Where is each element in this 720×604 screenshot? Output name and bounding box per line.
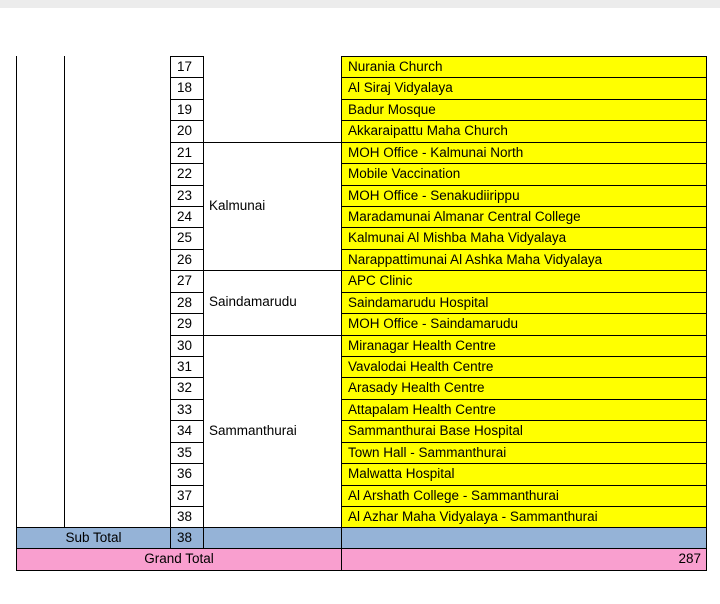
row-number: 25 bbox=[177, 230, 193, 246]
grid-line bbox=[341, 56, 342, 571]
grid-line bbox=[170, 485, 204, 486]
vaccination-site-cell: Mobile Vaccination bbox=[342, 163, 706, 184]
row-number: 28 bbox=[177, 294, 193, 310]
row-number: 21 bbox=[177, 144, 193, 160]
vaccination-site-cell: MOH Office - Kalmunai North bbox=[342, 142, 706, 163]
row-number: 31 bbox=[177, 359, 193, 375]
grid-line bbox=[170, 206, 204, 207]
grid-line bbox=[341, 313, 707, 314]
grid-line bbox=[341, 356, 707, 357]
grid-line bbox=[341, 163, 707, 164]
grid-line bbox=[341, 442, 707, 443]
area-name-cell: Sammanthurai bbox=[209, 423, 297, 438]
row-number: 33 bbox=[177, 401, 193, 417]
row-number: 22 bbox=[177, 166, 193, 182]
row-number: 29 bbox=[177, 316, 193, 332]
grid-line bbox=[16, 570, 707, 571]
vaccination-site-cell: Vavalodai Health Centre bbox=[342, 356, 706, 377]
row-number: 20 bbox=[177, 123, 193, 139]
grid-line bbox=[64, 56, 65, 528]
grid-line bbox=[706, 56, 707, 571]
vaccination-site-cell: Arasady Health Centre bbox=[342, 377, 706, 398]
grid-line bbox=[341, 485, 707, 486]
vaccination-site-cell: Maradamunai Almanar Central College bbox=[342, 206, 706, 227]
vaccination-site-cell: Attapalam Health Centre bbox=[342, 399, 706, 420]
vaccination-site-cell: Sammanthurai Base Hospital bbox=[342, 420, 706, 441]
grid-line bbox=[170, 249, 204, 250]
row-number: 24 bbox=[177, 209, 193, 224]
area-name-cell bbox=[204, 56, 341, 142]
sub-total-value: 38 bbox=[177, 530, 193, 546]
grid-line bbox=[203, 335, 342, 336]
grid-line bbox=[170, 420, 204, 421]
grid-line bbox=[341, 463, 707, 464]
vaccination-site-cell: Saindamarudu Hospital bbox=[342, 292, 706, 313]
grid-line bbox=[170, 77, 204, 78]
vaccination-site-cell: Al Arshath College - Sammanthurai bbox=[342, 485, 706, 506]
vaccination-site-cell: Al Siraj Vidyalaya bbox=[342, 77, 706, 98]
grid-line bbox=[341, 227, 707, 228]
grid-line bbox=[170, 56, 171, 549]
grid-line bbox=[170, 463, 204, 464]
grid-line bbox=[341, 249, 707, 250]
area-name-cell: Saindamarudu bbox=[209, 294, 297, 310]
vaccination-site-cell: Kalmunai Al Mishba Maha Vidyalaya bbox=[342, 227, 706, 248]
row-number: 38 bbox=[177, 509, 193, 525]
vaccination-site-cell: APC Clinic bbox=[342, 270, 706, 291]
grid-line bbox=[203, 56, 204, 549]
grid-line bbox=[341, 56, 707, 57]
grid-line bbox=[341, 77, 707, 78]
grid-line bbox=[16, 56, 17, 571]
sub-total-label: Sub Total bbox=[65, 530, 122, 546]
grid-line bbox=[170, 99, 204, 100]
grid-line bbox=[170, 335, 204, 336]
grid-line bbox=[16, 527, 707, 528]
grid-line bbox=[170, 185, 204, 186]
grid-line bbox=[170, 506, 204, 507]
grand-total-label: Grand Total bbox=[144, 551, 214, 567]
grid-line bbox=[170, 442, 204, 443]
grid-line bbox=[341, 270, 707, 271]
grid-line bbox=[170, 56, 204, 57]
vaccination-site-cell: Al Azhar Maha Vidyalaya - Sammanthurai bbox=[342, 506, 706, 527]
grid-line bbox=[341, 506, 707, 507]
vaccination-site-cell: Town Hall - Sammanthurai bbox=[342, 442, 706, 463]
row-number: 35 bbox=[177, 444, 193, 460]
row-number: 36 bbox=[177, 466, 193, 482]
grid-line bbox=[341, 335, 707, 336]
vaccination-site-cell: Narappattimunai Al Ashka Maha Vidyalaya bbox=[342, 249, 706, 270]
vaccination-site-cell: Miranagar Health Centre bbox=[342, 335, 706, 356]
grand-total-value: 287 bbox=[678, 551, 701, 567]
grid-line bbox=[341, 142, 707, 143]
grid-line bbox=[341, 120, 707, 121]
row-number: 23 bbox=[177, 187, 193, 203]
grid-line bbox=[341, 377, 707, 378]
grid-line bbox=[203, 270, 342, 271]
row-number: 34 bbox=[177, 423, 193, 439]
grid-line bbox=[170, 292, 204, 293]
row-number: 26 bbox=[177, 251, 193, 267]
row-number: 18 bbox=[177, 80, 193, 96]
vaccination-site-cell: Akkaraipattu Maha Church bbox=[342, 120, 706, 141]
grid-line bbox=[170, 399, 204, 400]
grid-line bbox=[170, 356, 204, 357]
grid-line bbox=[170, 142, 204, 143]
row-number: 19 bbox=[177, 101, 193, 117]
grid-line bbox=[170, 377, 204, 378]
grid-line bbox=[341, 420, 707, 421]
grid-line bbox=[170, 313, 204, 314]
grid-line bbox=[341, 206, 707, 207]
vaccination-site-cell: MOH Office - Senakudiirippu bbox=[342, 185, 706, 206]
grid-line bbox=[341, 99, 707, 100]
row-number: 30 bbox=[177, 337, 193, 353]
grid-line bbox=[170, 270, 204, 271]
area-name-cell: Kalmunai bbox=[209, 198, 266, 213]
grid-line bbox=[170, 163, 204, 164]
vaccination-site-cell: Badur Mosque bbox=[342, 99, 706, 120]
vaccination-site-cell: Malwatta Hospital bbox=[342, 463, 706, 484]
vaccination-site-cell: Nurania Church bbox=[342, 56, 706, 77]
vaccination-site-cell: MOH Office - Saindamarudu bbox=[342, 313, 706, 334]
grid-line bbox=[341, 399, 707, 400]
grid-line bbox=[170, 120, 204, 121]
row-number: 37 bbox=[177, 487, 193, 503]
grid-line bbox=[203, 142, 342, 143]
grid-line bbox=[170, 227, 204, 228]
grid-line bbox=[341, 185, 707, 186]
row-number: 17 bbox=[177, 59, 193, 74]
row-number: 32 bbox=[177, 380, 193, 396]
grid-line bbox=[341, 292, 707, 293]
row-number: 27 bbox=[177, 273, 193, 289]
grid-line bbox=[16, 548, 707, 549]
